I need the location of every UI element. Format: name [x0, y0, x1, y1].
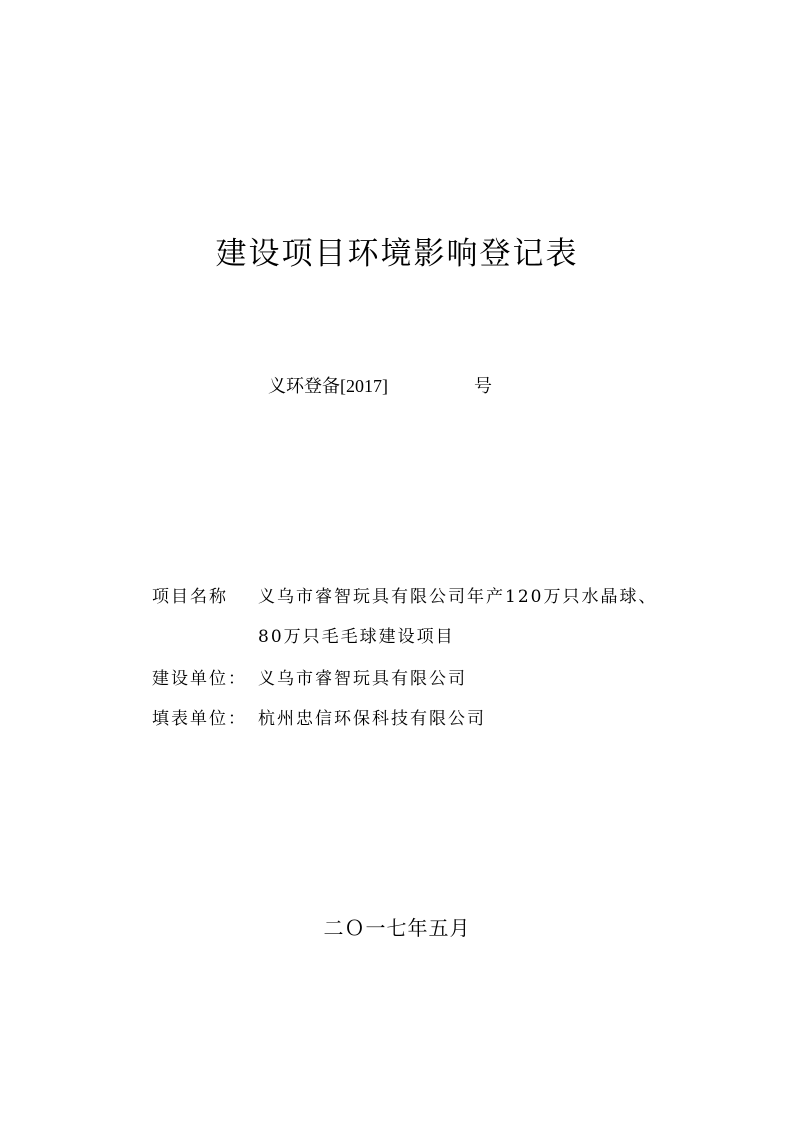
filling-unit-label: 填表单位： [152, 709, 247, 729]
project-name-value-line2: 80万只毛毛球建设项目 [258, 627, 455, 647]
registration-number-suffix: 号 [474, 376, 492, 397]
document-date: 二Ｏ一七年五月 [323, 916, 471, 940]
filling-unit-value: 杭州忠信环保科技有限公司 [258, 709, 486, 729]
construction-unit-label: 建设单位： [152, 669, 247, 689]
registration-number-prefix: 义环登备[2017] [268, 376, 388, 396]
construction-unit-value: 义乌市睿智玩具有限公司 [258, 669, 467, 689]
project-name-value-line1: 义乌市睿智玩具有限公司年产120万只水晶球、 [258, 587, 658, 607]
document-title: 建设项目环境影响登记表 [215, 236, 579, 272]
project-name-label: 项目名称 [152, 587, 228, 607]
